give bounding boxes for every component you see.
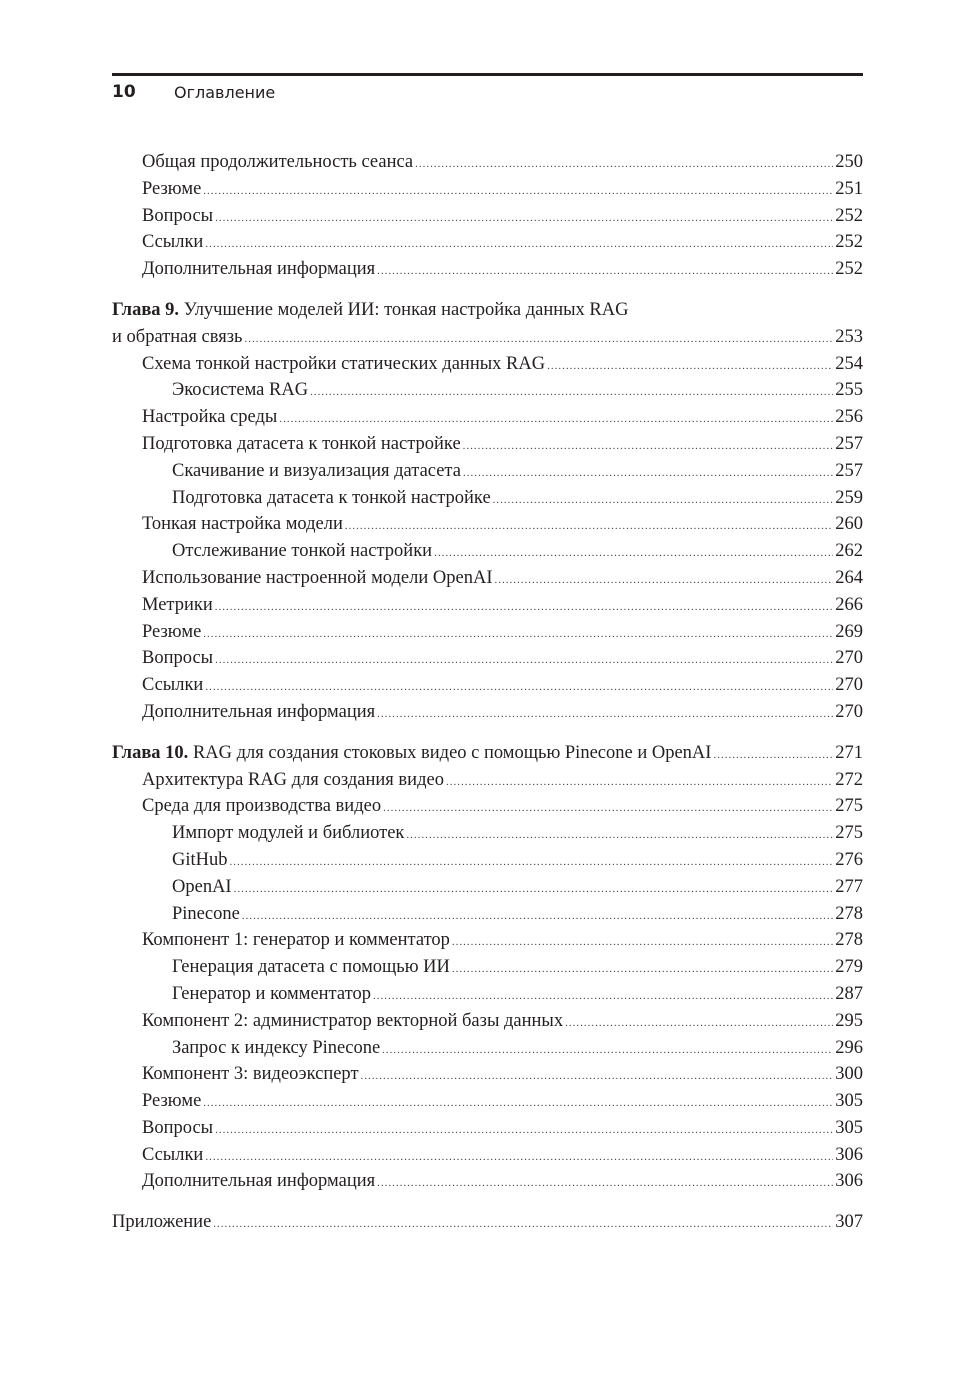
- toc-entry[interactable]: GitHub ..... 276: [112, 847, 863, 874]
- toc-page: 296: [835, 1037, 863, 1058]
- toc-entry[interactable]: Pinecone ..... 278: [112, 901, 863, 928]
- toc-page: 251: [835, 178, 863, 199]
- toc-entry[interactable]: OpenAI ..... 277: [112, 874, 863, 901]
- toc-page: 255: [835, 380, 863, 401]
- dot-leader: [213, 1211, 833, 1238]
- toc-entry[interactable]: Экосистема RAG ..... 255: [112, 377, 863, 404]
- dot-leader: [463, 460, 833, 487]
- toc-entry[interactable]: Ссылки ..... 306: [112, 1142, 863, 1169]
- dot-leader: [452, 929, 833, 956]
- toc-page: 277: [835, 876, 863, 897]
- toc-page: 272: [835, 769, 863, 790]
- toc-entry[interactable]: Подготовка датасета к тонкой настройке ..... 257: [112, 431, 863, 458]
- dot-leader: [205, 1144, 833, 1171]
- toc-entry[interactable]: Использование настроенной модели OpenAI ..... 264: [112, 565, 863, 592]
- table-of-contents: [112, 149, 863, 1236]
- dot-leader: [215, 594, 833, 621]
- toc-entry[interactable]: Компонент 1: генератор и комментатор ..... 278: [112, 927, 863, 954]
- toc-entry[interactable]: Тонкая настройка модели ..... 260: [112, 511, 863, 538]
- toc-entry[interactable]: Вопросы ..... 252: [112, 203, 863, 230]
- dot-leader: [547, 353, 833, 380]
- toc-entry[interactable]: Архитектура RAG для создания видео ..... 272: [112, 767, 863, 794]
- toc-page: 307: [835, 1212, 863, 1233]
- toc-page: 300: [835, 1064, 863, 1085]
- dot-leader: [415, 151, 833, 178]
- dot-leader: [230, 849, 834, 876]
- toc-page: 287: [835, 983, 863, 1004]
- toc-page: 260: [835, 514, 863, 535]
- chapter-title: Улучшение моделей ИИ: тонкая настройка данных RAG: [179, 299, 629, 320]
- chapter-10-heading[interactable]: [112, 740, 863, 767]
- toc-entry[interactable]: Компонент 2: администратор векторной базы данных ..... 295: [112, 1008, 863, 1035]
- toc-page: 270: [835, 648, 863, 669]
- dot-leader: [205, 231, 833, 258]
- dot-leader: [215, 205, 833, 232]
- toc-page: 252: [835, 259, 863, 280]
- page-number: 10: [112, 82, 136, 102]
- dot-leader: [310, 379, 833, 406]
- toc-page: 254: [835, 353, 863, 374]
- toc-entry[interactable]: Генератор и комментатор ..... 287: [112, 981, 863, 1008]
- toc-page: 270: [835, 675, 863, 696]
- toc-page: 275: [835, 796, 863, 817]
- toc-entry[interactable]: Подготовка датасета к тонкой настройке ..... 259: [112, 485, 863, 512]
- dot-leader: [493, 487, 834, 514]
- toc-entry[interactable]: Генерация датасета с помощью ИИ ..... 279: [112, 954, 863, 981]
- dot-leader: [345, 513, 833, 540]
- toc-page: 306: [835, 1144, 863, 1165]
- toc-page: 252: [835, 232, 863, 253]
- dot-leader: [203, 178, 833, 205]
- dot-leader: [203, 1090, 833, 1117]
- toc-entry[interactable]: Дополнительная информация ..... 306: [112, 1168, 863, 1195]
- dot-leader: [377, 1170, 833, 1197]
- toc-page: 257: [835, 433, 863, 454]
- dot-leader: [494, 567, 833, 594]
- dot-leader: [383, 795, 833, 822]
- dot-leader: [203, 621, 833, 648]
- toc-page: 276: [835, 849, 863, 870]
- toc-entry[interactable]: Настройка среды ..... 256: [112, 404, 863, 431]
- toc-page: 305: [835, 1091, 863, 1112]
- chapter-title: RAG для создания стоковых видео с помощью Pinecone и OpenAI: [188, 742, 712, 763]
- chapter-9-heading-cont[interactable]: и обратная связь ..... 253: [112, 324, 863, 351]
- header-rule: [112, 73, 863, 76]
- chapter-9-heading[interactable]: [112, 297, 863, 324]
- dot-leader: [434, 540, 833, 567]
- toc-page: 295: [835, 1010, 863, 1031]
- toc-entry[interactable]: Ссылки ..... 252: [112, 229, 863, 256]
- toc-page: 256: [835, 407, 863, 428]
- toc-entry[interactable]: Скачивание и визуализация датасета ..... 257: [112, 458, 863, 485]
- toc-page: 306: [835, 1171, 863, 1192]
- dot-leader: [377, 258, 833, 285]
- toc-entry[interactable]: Общая продолжительность сеанса ..... 250: [112, 149, 863, 176]
- dot-leader: [446, 769, 833, 796]
- toc-entry[interactable]: Импорт модулей и библиотек ..... 275: [112, 820, 863, 847]
- toc-entry[interactable]: Дополнительная информация ..... 252: [112, 256, 863, 283]
- toc-page: 305: [835, 1117, 863, 1138]
- dot-leader: [244, 326, 833, 353]
- toc-page: 253: [835, 326, 863, 347]
- toc-page: 252: [835, 205, 863, 226]
- dot-leader: [361, 1063, 834, 1090]
- toc-entry[interactable]: Схема тонкой настройки статических данных RAG ..... 254: [112, 351, 863, 378]
- toc-page: 266: [835, 594, 863, 615]
- dot-leader: [279, 406, 833, 433]
- dot-leader: [242, 903, 833, 930]
- dot-leader: [234, 876, 834, 903]
- dot-leader: [377, 701, 833, 728]
- toc-entry[interactable]: Резюме ..... 251: [112, 176, 863, 203]
- dot-leader: [713, 742, 833, 769]
- toc-entry[interactable]: Отслеживание тонкой настройки ..... 262: [112, 538, 863, 565]
- toc-entry[interactable]: Резюме ..... 269: [112, 619, 863, 646]
- toc-page: 270: [835, 701, 863, 722]
- dot-leader: [205, 674, 833, 701]
- toc-page: 278: [835, 903, 863, 924]
- toc-page: 269: [835, 621, 863, 642]
- dot-leader: [565, 1010, 833, 1037]
- dot-leader: [406, 822, 833, 849]
- toc-entry[interactable]: Вопросы ..... 270: [112, 645, 863, 672]
- toc-entry[interactable]: Метрики ..... 266: [112, 592, 863, 619]
- toc-entry[interactable]: Среда для производства видео ..... 275: [112, 793, 863, 820]
- dot-leader: [373, 983, 833, 1010]
- toc-entry[interactable]: Дополнительная информация ..... 270: [112, 699, 863, 726]
- dot-leader: [452, 956, 833, 983]
- toc-page: 257: [835, 460, 863, 481]
- toc-page: 278: [835, 930, 863, 951]
- chapter-label: Глава 9.: [112, 299, 180, 320]
- toc-page: 275: [835, 823, 863, 844]
- toc-entry[interactable]: Вопросы ..... 305: [112, 1115, 863, 1142]
- toc-page: 259: [835, 487, 863, 508]
- dot-leader: [215, 647, 833, 674]
- chapter-label: Глава 10.: [112, 742, 189, 763]
- toc-page: 271: [835, 742, 863, 763]
- toc-entry[interactable]: Компонент 3: видеоэксперт ..... 300: [112, 1061, 863, 1088]
- toc-entry[interactable]: Резюме ..... 305: [112, 1088, 863, 1115]
- dot-leader: [463, 433, 834, 460]
- toc-page: 264: [835, 567, 863, 588]
- appendix-entry[interactable]: Приложение ..... 307: [112, 1209, 863, 1236]
- toc-page: 279: [835, 957, 863, 978]
- toc-entry[interactable]: Ссылки ..... 270: [112, 672, 863, 699]
- section-name: Оглавление: [174, 83, 276, 102]
- dot-leader: [382, 1037, 833, 1064]
- toc-entry[interactable]: Запрос к индексу Pinecone ..... 296: [112, 1035, 863, 1062]
- dot-leader: [215, 1117, 833, 1144]
- toc-page: 250: [835, 152, 863, 172]
- toc-page: 262: [835, 541, 863, 562]
